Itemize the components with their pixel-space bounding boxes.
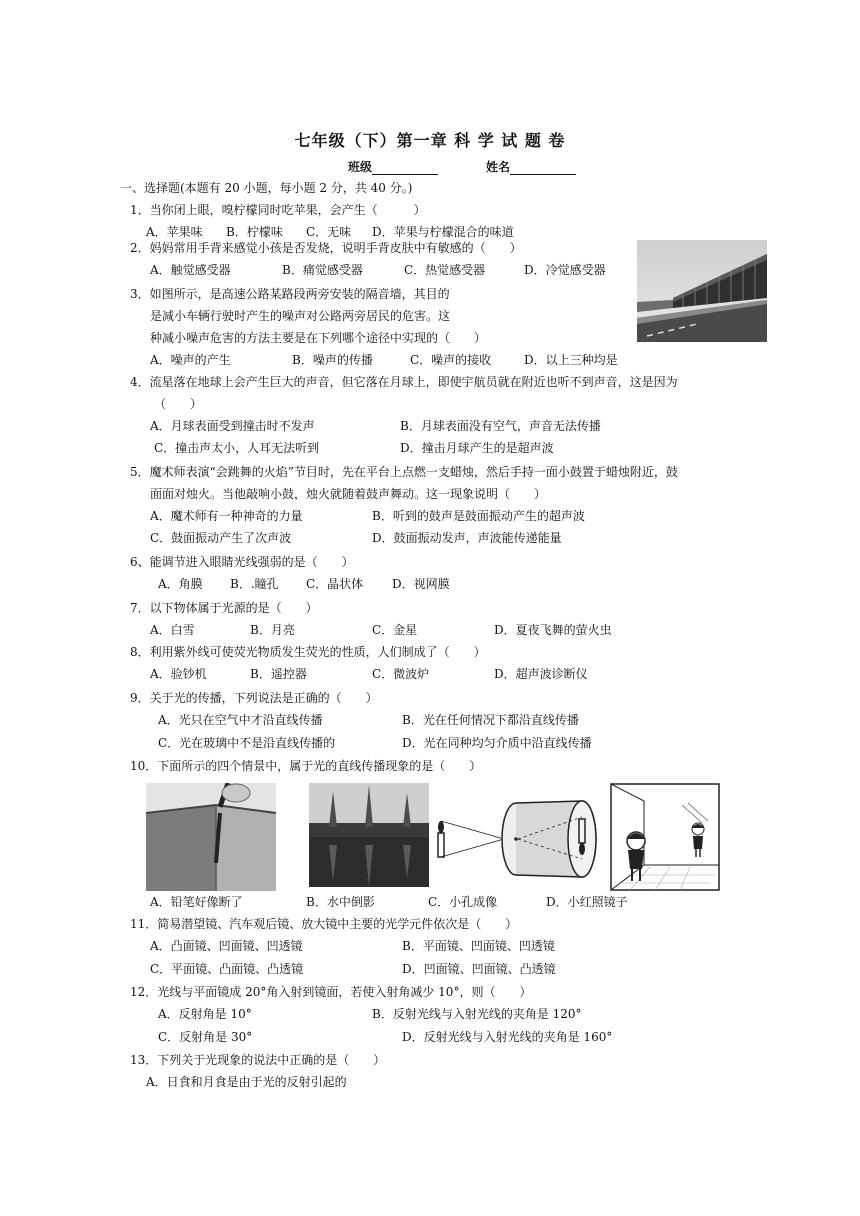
q12-option-a: A．反射角是 10° [158, 1007, 252, 1021]
question-9-stem: 9．关于光的传播，下列说法是正确的（ ） [130, 691, 378, 705]
q4-option-a: A．月球表面受到撞击时不发声 [150, 419, 315, 433]
question-4-line2: （ ） [154, 397, 203, 411]
question-2-stem: 2．妈妈常用手背来感觉小孩是否发烧，说明手背皮肤中有敏感的（ ） [130, 241, 522, 255]
question-3-line1: 3．如图所示，是高速公路某路段两旁安装的隔音墙，其目的 [130, 287, 450, 301]
question-7-stem: 7．以下物体属于光源的是（ ） [130, 601, 318, 615]
question-8-stem: 8．利用紫外线可使荧光物质发生荧光的性质，人们制成了（ ） [130, 645, 486, 659]
q1-option-d: D．苹果与柠檬混合的味道 [372, 225, 514, 239]
question-3-line2: 是减小车辆行驶时产生的噪声对公路两旁居民的危害。这 [150, 309, 451, 323]
q11-option-c: C．平面镜、凸面镜、凸透镜 [150, 962, 304, 976]
pinhole-camera-figure [432, 783, 600, 887]
question-13-stem: 13．下列关于光现象的说法中正确的是（ ） [130, 1053, 386, 1067]
q8-option-b: B．遥控器 [250, 667, 307, 681]
q9-option-d: D．光在同种均匀介质中沿直线传播 [402, 736, 592, 750]
q3-option-c: C．噪声的接收 [410, 353, 492, 367]
question-10-stem: 10．下面所示的四个情景中，属于光的直线传播现象的是（ ） [130, 759, 482, 773]
q6-option-b: B．.瞳孔 [230, 577, 279, 591]
question-3-line3: 种减小噪声危害的方法主要是在下列哪个途径中实现的（ ） [150, 331, 487, 345]
question-5-line2: 面面对烛火。当他敲响小鼓，烛火就随着鼓声舞动。这一现象说明（ ） [150, 487, 547, 501]
q5-option-a: A．魔术师有一种神奇的力量 [150, 509, 303, 523]
q8-option-c: C．微波炉 [372, 667, 430, 681]
q13-option-a: A．日食和月食是由于光的反射引起的 [146, 1075, 347, 1089]
name-blank[interactable] [510, 162, 576, 175]
q12-option-b: B．反射光线与入射光线的夹角是 120° [372, 1007, 582, 1021]
q3-option-b: B．噪声的传播 [292, 353, 373, 367]
class-label: 班级 [348, 160, 373, 174]
q8-option-a: A．验钞机 [150, 667, 207, 681]
q10-option-a: A．铅笔好像断了 [150, 895, 243, 909]
q4-option-b: B．月球表面没有空气，声音无法传播 [400, 419, 601, 433]
q9-option-c: C．光在玻璃中不是沿直线传播的 [158, 736, 336, 750]
q5-option-d: D．鼓面振动发声，声波能传递能量 [372, 531, 562, 545]
q7-option-b: B．月亮 [250, 623, 295, 637]
q7-option-d: D．夏夜飞舞的萤火虫 [494, 623, 612, 637]
q3-option-a: A．噪声的产生 [150, 353, 231, 367]
q12-option-d: D．反射光线与入射光线的夹角是 160° [402, 1030, 613, 1044]
class-blank[interactable] [372, 162, 438, 175]
q9-option-b: B．光在任何情况下都沿直线传播 [402, 713, 579, 727]
question-6-stem: 6、能调节进入眼睛光线强弱的是（ ） [130, 555, 354, 569]
q10-option-d: D．小红照镜子 [546, 895, 628, 909]
question-1-stem: 1．当你闭上眼，嗅柠檬同时吃苹果，会产生（ ） [130, 203, 426, 217]
water-reflection-figure [309, 783, 429, 887]
q7-option-a: A．白雪 [150, 623, 195, 637]
q4-option-c: C．撞击声太小，人耳无法听到 [154, 441, 320, 455]
q10-option-c: C．小孔成像 [428, 895, 498, 909]
q3-option-d: D．以上三种均是 [524, 353, 618, 367]
q5-option-b: B．听到的鼓声是鼓面振动产生的超声波 [372, 509, 585, 523]
q1-option-c: C．无味 [306, 225, 352, 239]
question-12-stem: 12．光线与平面镜成 20°角入射到镜面，若使入射角减少 10°，则（ ） [130, 985, 532, 999]
question-5-line1: 5．魔术师表演“会跳舞的火焰”节目时，先在平台上点燃一支蜡烛，然后手持一面小鼓置于蜡烛附近，鼓 [130, 465, 678, 479]
q2-option-a: A．触觉感受器 [150, 263, 231, 277]
student-info [348, 158, 576, 175]
name-label: 姓名 [486, 160, 511, 174]
q2-option-c: C．热觉感受器 [404, 263, 486, 277]
q11-option-d: D．凹面镜、凹面镜、凸透镜 [402, 962, 556, 976]
q2-option-b: B．痛觉感受器 [282, 263, 363, 277]
q2-option-d: D．冷觉感受器 [524, 263, 606, 277]
q6-option-c: C．晶状体 [306, 577, 364, 591]
q4-option-d: D．撞击月球产生的是超声波 [400, 441, 554, 455]
question-4-line1: 4．流星落在地球上会产生巨大的声音，但它落在月球上，即使宇航员就在附近也听不到声音，这是因为 [130, 375, 678, 389]
sound-barrier-photo [637, 240, 767, 342]
q9-option-a: A．光只在空气中才沿直线传播 [158, 713, 323, 727]
q1-option-a: A．苹果味 [146, 225, 203, 239]
broken-pencil-figure [146, 783, 276, 891]
q10-option-b: B．水中倒影 [306, 895, 375, 909]
question-11-stem: 11．简易潜望镜、汽车观后镜、放大镜中主要的光学元件依次是（ ） [130, 917, 518, 931]
q1-option-b: B．柠檬味 [226, 225, 283, 239]
section-heading: 一、选择题(本题有 20 小题，每小题 2 分，共 40 分。) [120, 181, 413, 195]
q8-option-d: D．超声波诊断仪 [494, 667, 588, 681]
q6-option-d: D．视网膜 [392, 577, 450, 591]
q11-option-b: B．平面镜、凹面镜、凹透镜 [402, 939, 555, 953]
q6-option-a: A．角膜 [158, 577, 203, 591]
q12-option-c: C．反射角是 30° [158, 1030, 253, 1044]
q7-option-c: C．金星 [372, 623, 418, 637]
mirror-figure [610, 783, 720, 891]
q11-option-a: A．凸面镜、凹面镜、凹透镜 [150, 939, 303, 953]
q5-option-c: C．鼓面振动产生了次声波 [150, 531, 292, 545]
page-title: 七年级（下）第一章 科 学 试 题 卷 [294, 131, 566, 150]
